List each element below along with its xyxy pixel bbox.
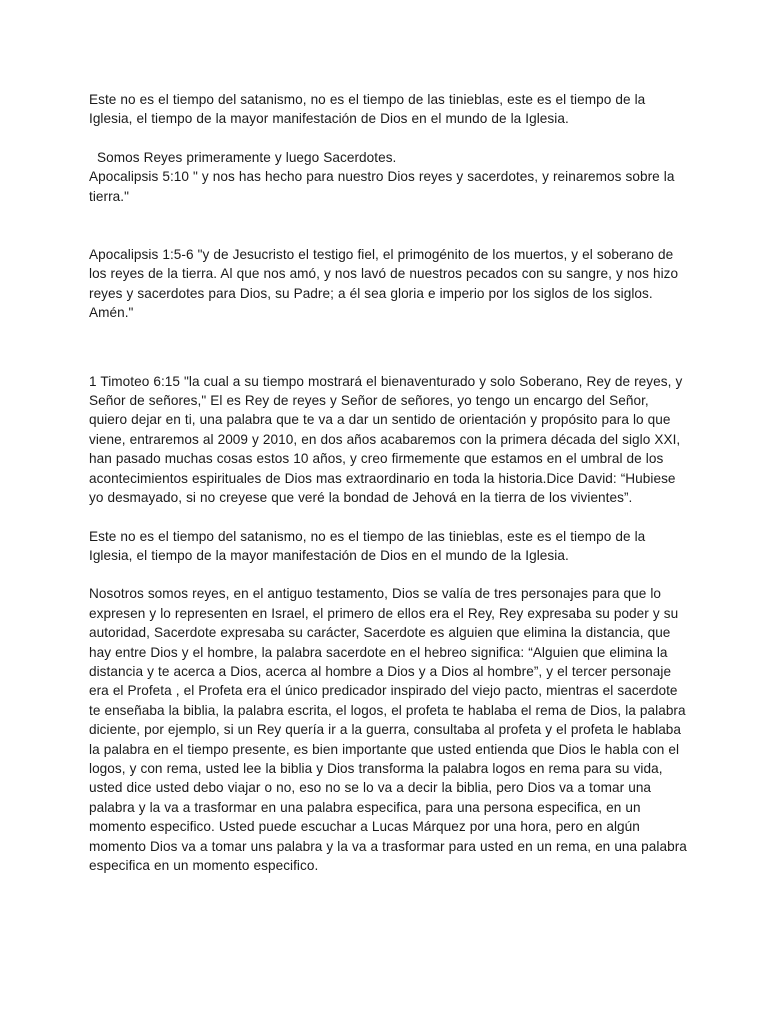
paragraph-apocalipsis-1-5-6: Apocalipsis 1:5-6 "y de Jesucristo el testigo fiel, el primogénito de los muertos, y el soberano de los reyes de la tierra. Al que nos amó, y nos lavó de nuestros pecados con su sangre, y nos hizo reyes y sacerdotes para Dios, su Padre; a él sea gloria e imperio por los siglos de los siglos. Amén." xyxy=(89,247,679,321)
paragraph-repeat-intro: Este no es el tiempo del satanismo, no es el tiempo de las tinieblas, este es el tiempo de la Iglesia, el tiempo de la mayor manifestación de Dios en el mundo de la Iglesia. xyxy=(89,528,646,563)
spacer xyxy=(89,508,689,527)
paragraph-heading-kings-priests: Somos Reyes primeramente y luego Sacerdotes. xyxy=(97,149,397,165)
spacer xyxy=(89,129,689,148)
spacer xyxy=(89,323,689,372)
document-page xyxy=(89,90,689,875)
paragraph-apocalipsis-5-10: Apocalipsis 5:10 " y nos has hecho para nuestro Dios reyes y sacerdotes, y reinaremos sobre la tierra." xyxy=(89,169,675,204)
paragraph-timoteo-6-15: 1 Timoteo 6:15 "la cual a su tiempo mostrará el bienaventurado y solo Soberano, Rey de reyes, y Señor de señores," El es Rey de reyes y Señor de señores, yo tengo un encargo del Señor, quiero dejar en ti, una palabra que te va a dar un sentido de orientación y propósito para lo que viene, entraremos al 2009 y 2010, en dos años acabaremos con la primera década del siglo XXI, han pasado muchas cosas estos 10 años, y creo firmemente que estamos en el umbral de los acontecimientos espirituales de Dios mas extraordinario en toda la historia.Dice David: “Hubiese yo desmayado, si no creyese que veré la bondad de Jehová en la tierra de los vivientes”. xyxy=(89,373,683,506)
spacer xyxy=(89,565,689,584)
paragraph-intro: Este no es el tiempo del satanismo, no es el tiempo de las tinieblas, este es el tiempo de la Iglesia, el tiempo de la mayor manifestación de Dios en el mundo de la Iglesia. xyxy=(89,92,646,127)
spacer xyxy=(89,206,689,245)
paragraph-nosotros-somos-reyes: Nosotros somos reyes, en el antiguo testamento, Dios se valía de tres personajes para que lo expresen y lo representen en Israel, el primero de ellos era el Rey, Rey expresaba su poder y su autoridad, Sacerdote expresaba su carácter, Sacerdote es alguien que elimina la distancia, que hay entre Dios y el hombre, la palabra sacerdote en el hebreo significa: “Alguien que elimina la distancia y te acerca a Dios, acerca al hombre a Dios y a Dios al hombre”, y el tercer personaje era el Profeta , el Profeta era el único predicador inspirado del viejo pacto, mientras el sacerdote te enseñaba la biblia, la palabra escrita, el logos, el profeta te hablaba el rema de Dios, la palabra diciente, por ejemplo, si un Rey quería ir a la guerra, consultaba al profeta y el profeta le hablaba la palabra en el tiempo presente, es bien importante que usted entienda que Dios le habla con el logos, y con rema, usted lee la biblia y Dios transforma la palabra logos en rema para su vida, usted dice usted debo viajar o no, eso no se lo va a decir la biblia, pero Dios va a tomar una palabra y la va a trasformar en una palabra especifica, para una persona especifica, en un momento especifico. Usted puede escuchar a Lucas Márquez por una hora, pero en algún momento Dios va a tomar uns palabra y la va a trasformar para usted en un rema, en una palabra especifica en un momento especifico. xyxy=(89,586,687,873)
